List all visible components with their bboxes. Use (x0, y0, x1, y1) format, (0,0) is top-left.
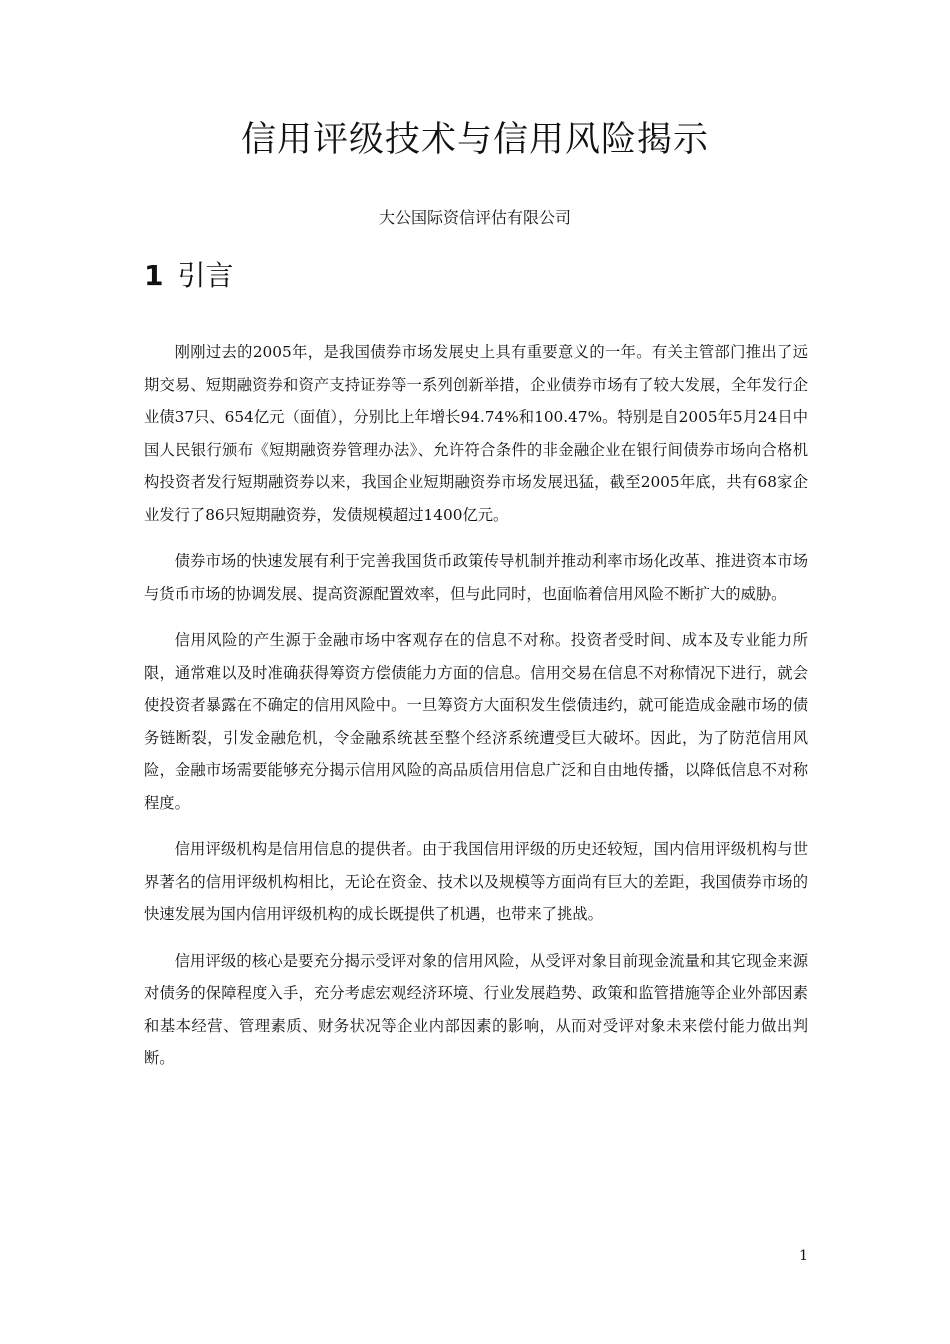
body-paragraph: 信用评级机构是信用信息的提供者。由于我国信用评级的历史还较短，国内信用评级机构与世界著名的信用评级机构相比，无论在资金、技术以及规模等方面尚有巨大的差距，我国债券市场的快速发展为国内信用评级机构的成长既提供了机遇，也带来了挑战。 (144, 840, 808, 923)
section-title: 引言 (177, 259, 234, 292)
section-heading (144, 256, 234, 296)
body-paragraph: 刚刚过去的2005年，是我国债券市场发展史上具有重要意义的一年。有关主管部门推出了远期交易、短期融资券和资产支持证券等一系列创新举措，企业债券市场有了较大发展，全年发行企业债37只、654亿元（面值），分别比上年增长94.74%和100.47%。特别是自2005年5月24日中国人民银行颁布《短期融资券管理办法》、允许符合条件的非金融企业在银行间债券市场向合格机构投资者发行短期融资券以来，我国企业短期融资券市场发展迅猛，截至2005年底，共有68家企业发行了86只短期融资券，发债规模超过1400亿元。 (144, 343, 808, 524)
section-number: 1 (144, 259, 164, 292)
page-number: 1 (799, 1248, 808, 1264)
body-paragraph: 信用评级的核心是要充分揭示受评对象的信用风险，从受评对象目前现金流量和其它现金来源对债务的保障程度入手，充分考虑宏观经济环境、行业发展趋势、政策和监管措施等企业外部因素和基本经营、管理素质、财务状况等企业内部因素的影响，从而对受评对象未来偿付能力做出判断。 (144, 951, 808, 1067)
body-paragraph: 债券市场的快速发展有利于完善我国货币政策传导机制并推动利率市场化改革、推进资本市场与货币市场的协调发展、提高资源配置效率，但与此同时，也面临着信用风险不断扩大的威胁。 (144, 552, 808, 603)
document-body (144, 336, 808, 1089)
body-paragraph: 信用风险的产生源于金融市场中客观存在的信息不对称。投资者受时间、成本及专业能力所限，通常难以及时准确获得筹资方偿债能力方面的信息。信用交易在信息不对称情况下进行，就会使投资者暴露在不确定的信用风险中。一旦筹资方大面积发生偿债违约，就可能造成金融市场的债务链断裂，引发金融危机，令金融系统甚至整个经济系统遭受巨大破坏。因此，为了防范信用风险，金融市场需要能够充分揭示信用风险的高品质信用信息广泛和自由地传播，以降低信息不对称程度。 (144, 631, 808, 812)
document-title: 信用评级技术与信用风险揭示 (240, 120, 709, 160)
document-author: 大公国际资信评估有限公司 (378, 208, 571, 227)
